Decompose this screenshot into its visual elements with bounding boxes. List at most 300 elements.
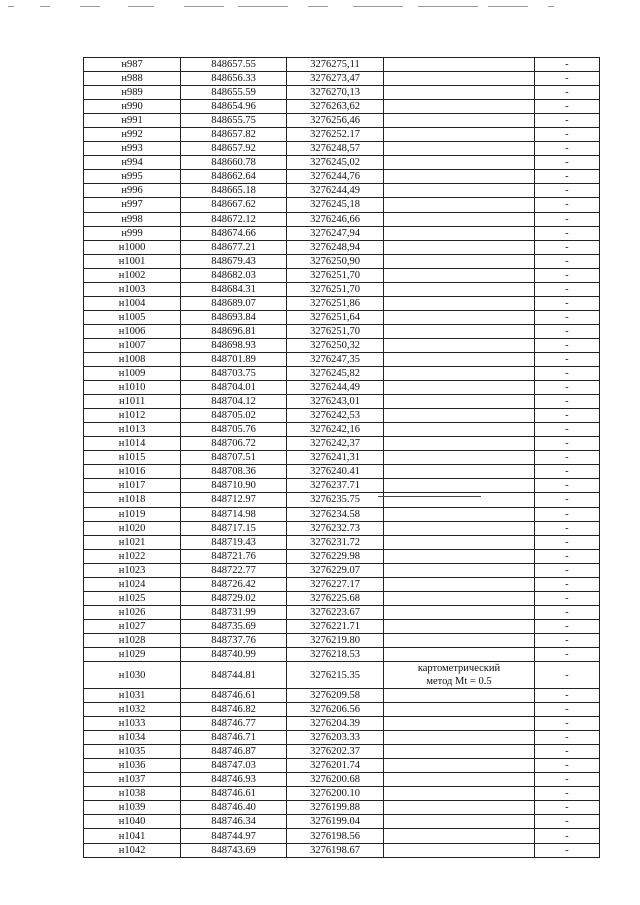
point-name-cell: н1042 bbox=[84, 843, 181, 857]
point-name-cell: н1017 bbox=[84, 479, 181, 493]
method-cell bbox=[384, 198, 535, 212]
method-label-line2: метод Mt = 0.5 bbox=[426, 676, 492, 688]
coordinates-table-body bbox=[84, 58, 600, 858]
table-row bbox=[84, 423, 600, 437]
method-cell bbox=[384, 114, 535, 128]
accuracy-cell: - bbox=[534, 86, 599, 100]
y-coordinate-cell: 3276248,57 bbox=[286, 142, 383, 156]
point-name-cell: н990 bbox=[84, 100, 181, 114]
accuracy-cell: - bbox=[534, 409, 599, 423]
table-row bbox=[84, 395, 600, 409]
accuracy-cell: - bbox=[534, 773, 599, 787]
x-coordinate-cell: 848672.12 bbox=[181, 212, 287, 226]
point-name-cell: н1040 bbox=[84, 815, 181, 829]
y-coordinate-cell: 3276200.10 bbox=[286, 787, 383, 801]
x-coordinate-cell: 848693.84 bbox=[181, 310, 287, 324]
table-row bbox=[84, 72, 600, 86]
accuracy-cell: - bbox=[534, 254, 599, 268]
y-coordinate-cell: 3276245,82 bbox=[286, 367, 383, 381]
method-label-line1: картометрический bbox=[417, 663, 501, 675]
x-coordinate-cell: 848729.02 bbox=[181, 591, 287, 605]
x-coordinate-cell: 848710.90 bbox=[181, 479, 287, 493]
method-cell bbox=[384, 451, 535, 465]
accuracy-cell: - bbox=[534, 815, 599, 829]
table-row bbox=[84, 170, 600, 184]
point-name-cell: н1005 bbox=[84, 310, 181, 324]
method-cell bbox=[384, 829, 535, 843]
y-coordinate-cell: 3276241,31 bbox=[286, 451, 383, 465]
x-coordinate-cell: 848746.71 bbox=[181, 731, 287, 745]
x-coordinate-cell: 848682.03 bbox=[181, 268, 287, 282]
y-coordinate-cell: 3276221.71 bbox=[286, 619, 383, 633]
accuracy-cell: - bbox=[534, 633, 599, 647]
table-row bbox=[84, 367, 600, 381]
x-coordinate-cell: 848701.89 bbox=[181, 352, 287, 366]
table-row bbox=[84, 268, 600, 282]
accuracy-cell: - bbox=[534, 240, 599, 254]
coordinates-table bbox=[83, 57, 600, 858]
x-coordinate-cell: 848655.59 bbox=[181, 86, 287, 100]
table-row bbox=[84, 338, 600, 352]
y-coordinate-cell: 3276199.04 bbox=[286, 815, 383, 829]
accuracy-cell: - bbox=[534, 310, 599, 324]
table-row bbox=[84, 605, 600, 619]
table-row bbox=[84, 310, 600, 324]
point-name-cell: н1021 bbox=[84, 535, 181, 549]
y-coordinate-cell: 3276251,64 bbox=[286, 310, 383, 324]
point-name-cell: н1026 bbox=[84, 605, 181, 619]
method-cell bbox=[384, 184, 535, 198]
y-coordinate-cell: 3276200.68 bbox=[286, 773, 383, 787]
point-name-cell: н989 bbox=[84, 86, 181, 100]
y-coordinate-cell: 3276245,18 bbox=[286, 198, 383, 212]
scan-artifacts bbox=[8, 4, 628, 10]
x-coordinate-cell: 848667.62 bbox=[181, 198, 287, 212]
accuracy-cell: - bbox=[534, 647, 599, 661]
x-coordinate-cell: 848696.81 bbox=[181, 324, 287, 338]
y-coordinate-cell: 3276250,90 bbox=[286, 254, 383, 268]
method-cell bbox=[384, 703, 535, 717]
method-cell bbox=[384, 268, 535, 282]
table-row bbox=[84, 843, 600, 857]
method-cell bbox=[384, 773, 535, 787]
method-cell bbox=[384, 662, 535, 689]
point-name-cell: н1000 bbox=[84, 240, 181, 254]
y-coordinate-cell: 3276237.71 bbox=[286, 479, 383, 493]
point-name-cell: н1030 bbox=[84, 662, 181, 689]
accuracy-cell: - bbox=[534, 465, 599, 479]
point-name-cell: н997 bbox=[84, 198, 181, 212]
point-name-cell: н1028 bbox=[84, 633, 181, 647]
x-coordinate-cell: 848744.97 bbox=[181, 829, 287, 843]
point-name-cell: н1001 bbox=[84, 254, 181, 268]
x-coordinate-cell: 848746.40 bbox=[181, 801, 287, 815]
y-coordinate-cell: 3276204.39 bbox=[286, 717, 383, 731]
x-coordinate-cell: 848674.66 bbox=[181, 226, 287, 240]
method-cell bbox=[384, 240, 535, 254]
accuracy-cell: - bbox=[534, 535, 599, 549]
table-row bbox=[84, 787, 600, 801]
y-coordinate-cell: 3276218.53 bbox=[286, 647, 383, 661]
x-coordinate-cell: 848698.93 bbox=[181, 338, 287, 352]
method-cell bbox=[384, 605, 535, 619]
point-name-cell: н1034 bbox=[84, 731, 181, 745]
x-coordinate-cell: 848703.75 bbox=[181, 367, 287, 381]
accuracy-cell: - bbox=[534, 619, 599, 633]
y-coordinate-cell: 3276235.75 bbox=[286, 493, 383, 507]
table-row bbox=[84, 352, 600, 366]
table-row bbox=[84, 142, 600, 156]
table-row bbox=[84, 563, 600, 577]
table-row bbox=[84, 689, 600, 703]
method-cell bbox=[384, 226, 535, 240]
table-row bbox=[84, 184, 600, 198]
y-coordinate-cell: 3276242,53 bbox=[286, 409, 383, 423]
point-name-cell: н1006 bbox=[84, 324, 181, 338]
y-coordinate-cell: 3276198.67 bbox=[286, 843, 383, 857]
table-row bbox=[84, 773, 600, 787]
x-coordinate-cell: 848726.42 bbox=[181, 577, 287, 591]
table-row bbox=[84, 86, 600, 100]
method-cell bbox=[384, 521, 535, 535]
point-name-cell: н1037 bbox=[84, 773, 181, 787]
point-name-cell: н991 bbox=[84, 114, 181, 128]
table-row bbox=[84, 829, 600, 843]
y-coordinate-cell: 3276203.33 bbox=[286, 731, 383, 745]
table-row bbox=[84, 493, 600, 507]
y-coordinate-cell: 3276229.98 bbox=[286, 549, 383, 563]
x-coordinate-cell: 848735.69 bbox=[181, 619, 287, 633]
table-row bbox=[84, 254, 600, 268]
y-coordinate-cell: 3276215.35 bbox=[286, 662, 383, 689]
method-cell bbox=[384, 72, 535, 86]
y-coordinate-cell: 3276245,02 bbox=[286, 156, 383, 170]
table-row bbox=[84, 409, 600, 423]
y-coordinate-cell: 3276206.56 bbox=[286, 703, 383, 717]
method-cell bbox=[384, 619, 535, 633]
table-row bbox=[84, 507, 600, 521]
x-coordinate-cell: 848712.97 bbox=[181, 493, 287, 507]
accuracy-cell: - bbox=[534, 662, 599, 689]
method-cell bbox=[384, 142, 535, 156]
method-cell bbox=[384, 367, 535, 381]
table-row bbox=[84, 282, 600, 296]
x-coordinate-cell: 848665.18 bbox=[181, 184, 287, 198]
table-row bbox=[84, 324, 600, 338]
y-coordinate-cell: 3276219.80 bbox=[286, 633, 383, 647]
accuracy-cell: - bbox=[534, 72, 599, 86]
y-coordinate-cell: 3276273,47 bbox=[286, 72, 383, 86]
point-name-cell: н1020 bbox=[84, 521, 181, 535]
point-name-cell: н1033 bbox=[84, 717, 181, 731]
y-coordinate-cell: 3276256,46 bbox=[286, 114, 383, 128]
point-name-cell: н1014 bbox=[84, 437, 181, 451]
accuracy-cell: - bbox=[534, 338, 599, 352]
accuracy-cell: - bbox=[534, 731, 599, 745]
table-row bbox=[84, 114, 600, 128]
table-row bbox=[84, 198, 600, 212]
y-coordinate-cell: 3276250,32 bbox=[286, 338, 383, 352]
method-cell bbox=[384, 787, 535, 801]
method-cell bbox=[384, 437, 535, 451]
point-name-cell: н1022 bbox=[84, 549, 181, 563]
y-coordinate-cell: 3276240.41 bbox=[286, 465, 383, 479]
accuracy-cell: - bbox=[534, 324, 599, 338]
table-row bbox=[84, 745, 600, 759]
method-cell bbox=[384, 549, 535, 563]
x-coordinate-cell: 848707.51 bbox=[181, 451, 287, 465]
method-cell bbox=[384, 577, 535, 591]
table-row bbox=[84, 128, 600, 142]
y-coordinate-cell: 3276234.58 bbox=[286, 507, 383, 521]
x-coordinate-cell: 848719.43 bbox=[181, 535, 287, 549]
method-cell bbox=[384, 591, 535, 605]
x-coordinate-cell: 848704.12 bbox=[181, 395, 287, 409]
table-row bbox=[84, 759, 600, 773]
method-cell bbox=[384, 212, 535, 226]
point-name-cell: н1016 bbox=[84, 465, 181, 479]
x-coordinate-cell: 848655.75 bbox=[181, 114, 287, 128]
method-cell bbox=[384, 507, 535, 521]
point-name-cell: н1024 bbox=[84, 577, 181, 591]
accuracy-cell: - bbox=[534, 787, 599, 801]
accuracy-cell: - bbox=[534, 58, 599, 72]
x-coordinate-cell: 848714.98 bbox=[181, 507, 287, 521]
accuracy-cell: - bbox=[534, 549, 599, 563]
y-coordinate-cell: 3276246,66 bbox=[286, 212, 383, 226]
method-cell bbox=[384, 479, 535, 493]
method-cell bbox=[384, 395, 535, 409]
x-coordinate-cell: 848721.76 bbox=[181, 549, 287, 563]
method-cell bbox=[384, 170, 535, 184]
y-coordinate-cell: 3276244,76 bbox=[286, 170, 383, 184]
accuracy-cell: - bbox=[534, 296, 599, 310]
method-cell bbox=[384, 156, 535, 170]
table-row bbox=[84, 240, 600, 254]
method-cell bbox=[384, 689, 535, 703]
x-coordinate-cell: 848746.82 bbox=[181, 703, 287, 717]
accuracy-cell: - bbox=[534, 352, 599, 366]
x-coordinate-cell: 848746.93 bbox=[181, 773, 287, 787]
y-coordinate-cell: 3276247,94 bbox=[286, 226, 383, 240]
accuracy-cell: - bbox=[534, 184, 599, 198]
x-coordinate-cell: 848657.55 bbox=[181, 58, 287, 72]
x-coordinate-cell: 848660.78 bbox=[181, 156, 287, 170]
point-name-cell: н1032 bbox=[84, 703, 181, 717]
x-coordinate-cell: 848705.76 bbox=[181, 423, 287, 437]
x-coordinate-cell: 848689.07 bbox=[181, 296, 287, 310]
x-coordinate-cell: 848737.76 bbox=[181, 633, 287, 647]
x-coordinate-cell: 848679.43 bbox=[181, 254, 287, 268]
y-coordinate-cell: 3276225.68 bbox=[286, 591, 383, 605]
x-coordinate-cell: 848705.02 bbox=[181, 409, 287, 423]
y-coordinate-cell: 3276270,13 bbox=[286, 86, 383, 100]
method-cell bbox=[384, 338, 535, 352]
point-name-cell: н999 bbox=[84, 226, 181, 240]
y-coordinate-cell: 3276242,37 bbox=[286, 437, 383, 451]
point-name-cell: н1029 bbox=[84, 647, 181, 661]
accuracy-cell: - bbox=[534, 423, 599, 437]
x-coordinate-cell: 848746.61 bbox=[181, 787, 287, 801]
point-name-cell: н1031 bbox=[84, 689, 181, 703]
accuracy-cell: - bbox=[534, 759, 599, 773]
method-cell-divider bbox=[378, 496, 481, 497]
method-cell bbox=[384, 563, 535, 577]
method-cell bbox=[384, 759, 535, 773]
y-coordinate-cell: 3276251,70 bbox=[286, 268, 383, 282]
table-row bbox=[84, 521, 600, 535]
accuracy-cell: - bbox=[534, 717, 599, 731]
method-cell bbox=[384, 310, 535, 324]
y-coordinate-cell: 3276244,49 bbox=[286, 381, 383, 395]
method-cell bbox=[384, 254, 535, 268]
method-cell bbox=[384, 282, 535, 296]
method-cell bbox=[384, 717, 535, 731]
point-name-cell: н1036 bbox=[84, 759, 181, 773]
point-name-cell: н1019 bbox=[84, 507, 181, 521]
y-coordinate-cell: 3276275,11 bbox=[286, 58, 383, 72]
accuracy-cell: - bbox=[534, 577, 599, 591]
method-cell bbox=[384, 815, 535, 829]
point-name-cell: н1018 bbox=[84, 493, 181, 507]
point-name-cell: н996 bbox=[84, 184, 181, 198]
accuracy-cell: - bbox=[534, 268, 599, 282]
accuracy-cell: - bbox=[534, 521, 599, 535]
table-row bbox=[84, 535, 600, 549]
method-cell bbox=[384, 58, 535, 72]
method-cell bbox=[384, 409, 535, 423]
x-coordinate-cell: 848744.81 bbox=[181, 662, 287, 689]
point-name-cell: н987 bbox=[84, 58, 181, 72]
y-coordinate-cell: 3276232.73 bbox=[286, 521, 383, 535]
y-coordinate-cell: 3276199.88 bbox=[286, 801, 383, 815]
x-coordinate-cell: 848746.77 bbox=[181, 717, 287, 731]
y-coordinate-cell: 3276244,49 bbox=[286, 184, 383, 198]
point-name-cell: н1041 bbox=[84, 829, 181, 843]
method-cell bbox=[384, 381, 535, 395]
y-coordinate-cell: 3276247,35 bbox=[286, 352, 383, 366]
accuracy-cell: - bbox=[534, 170, 599, 184]
accuracy-cell: - bbox=[534, 381, 599, 395]
accuracy-cell: - bbox=[534, 395, 599, 409]
accuracy-cell: - bbox=[534, 493, 599, 507]
x-coordinate-cell: 848747.03 bbox=[181, 759, 287, 773]
point-name-cell: н1013 bbox=[84, 423, 181, 437]
x-coordinate-cell: 848722.77 bbox=[181, 563, 287, 577]
table-row bbox=[84, 662, 600, 689]
y-coordinate-cell: 3276248,94 bbox=[286, 240, 383, 254]
table-row bbox=[84, 212, 600, 226]
accuracy-cell: - bbox=[534, 156, 599, 170]
x-coordinate-cell: 848657.82 bbox=[181, 128, 287, 142]
point-name-cell: н1003 bbox=[84, 282, 181, 296]
point-name-cell: н992 bbox=[84, 128, 181, 142]
accuracy-cell: - bbox=[534, 745, 599, 759]
y-coordinate-cell: 3276252.17 bbox=[286, 128, 383, 142]
table-row bbox=[84, 296, 600, 310]
method-cell bbox=[384, 86, 535, 100]
point-name-cell: н1008 bbox=[84, 352, 181, 366]
x-coordinate-cell: 848743.69 bbox=[181, 843, 287, 857]
y-coordinate-cell: 3276242,16 bbox=[286, 423, 383, 437]
table-row bbox=[84, 647, 600, 661]
accuracy-cell: - bbox=[534, 451, 599, 465]
point-name-cell: н1004 bbox=[84, 296, 181, 310]
accuracy-cell: - bbox=[534, 507, 599, 521]
method-cell bbox=[384, 801, 535, 815]
table-row bbox=[84, 577, 600, 591]
table-row bbox=[84, 801, 600, 815]
method-cell bbox=[384, 535, 535, 549]
accuracy-cell: - bbox=[534, 128, 599, 142]
point-name-cell: н998 bbox=[84, 212, 181, 226]
y-coordinate-cell: 3276231.72 bbox=[286, 535, 383, 549]
y-coordinate-cell: 3276251,70 bbox=[286, 282, 383, 296]
x-coordinate-cell: 848704.01 bbox=[181, 381, 287, 395]
x-coordinate-cell: 848684.31 bbox=[181, 282, 287, 296]
point-name-cell: н1007 bbox=[84, 338, 181, 352]
table-row bbox=[84, 815, 600, 829]
accuracy-cell: - bbox=[534, 282, 599, 296]
table-row bbox=[84, 549, 600, 563]
x-coordinate-cell: 848746.61 bbox=[181, 689, 287, 703]
accuracy-cell: - bbox=[534, 829, 599, 843]
y-coordinate-cell: 3276198.56 bbox=[286, 829, 383, 843]
table-row bbox=[84, 58, 600, 72]
x-coordinate-cell: 848746.87 bbox=[181, 745, 287, 759]
point-name-cell: н1015 bbox=[84, 451, 181, 465]
y-coordinate-cell: 3276227.17 bbox=[286, 577, 383, 591]
table-row bbox=[84, 156, 600, 170]
table-row bbox=[84, 479, 600, 493]
y-coordinate-cell: 3276243,01 bbox=[286, 395, 383, 409]
y-coordinate-cell: 3276251,86 bbox=[286, 296, 383, 310]
point-name-cell: н995 bbox=[84, 170, 181, 184]
point-name-cell: н1025 bbox=[84, 591, 181, 605]
accuracy-cell: - bbox=[534, 100, 599, 114]
accuracy-cell: - bbox=[534, 479, 599, 493]
accuracy-cell: - bbox=[534, 212, 599, 226]
table-row bbox=[84, 451, 600, 465]
x-coordinate-cell: 848717.15 bbox=[181, 521, 287, 535]
accuracy-cell: - bbox=[534, 226, 599, 240]
table-row bbox=[84, 381, 600, 395]
method-cell bbox=[384, 324, 535, 338]
method-cell bbox=[384, 843, 535, 857]
table-row bbox=[84, 619, 600, 633]
point-name-cell: н1011 bbox=[84, 395, 181, 409]
accuracy-cell: - bbox=[534, 563, 599, 577]
table-row bbox=[84, 717, 600, 731]
y-coordinate-cell: 3276251,70 bbox=[286, 324, 383, 338]
point-name-cell: н1023 bbox=[84, 563, 181, 577]
accuracy-cell: - bbox=[534, 703, 599, 717]
point-name-cell: н994 bbox=[84, 156, 181, 170]
table-row bbox=[84, 226, 600, 240]
point-name-cell: н1038 bbox=[84, 787, 181, 801]
x-coordinate-cell: 848740.99 bbox=[181, 647, 287, 661]
y-coordinate-cell: 3276201.74 bbox=[286, 759, 383, 773]
point-name-cell: н988 bbox=[84, 72, 181, 86]
method-cell bbox=[384, 128, 535, 142]
point-name-cell: н1039 bbox=[84, 801, 181, 815]
point-name-cell: н1002 bbox=[84, 268, 181, 282]
accuracy-cell: - bbox=[534, 437, 599, 451]
x-coordinate-cell: 848662.64 bbox=[181, 170, 287, 184]
table-row bbox=[84, 633, 600, 647]
x-coordinate-cell: 848654.96 bbox=[181, 100, 287, 114]
method-cell bbox=[384, 745, 535, 759]
